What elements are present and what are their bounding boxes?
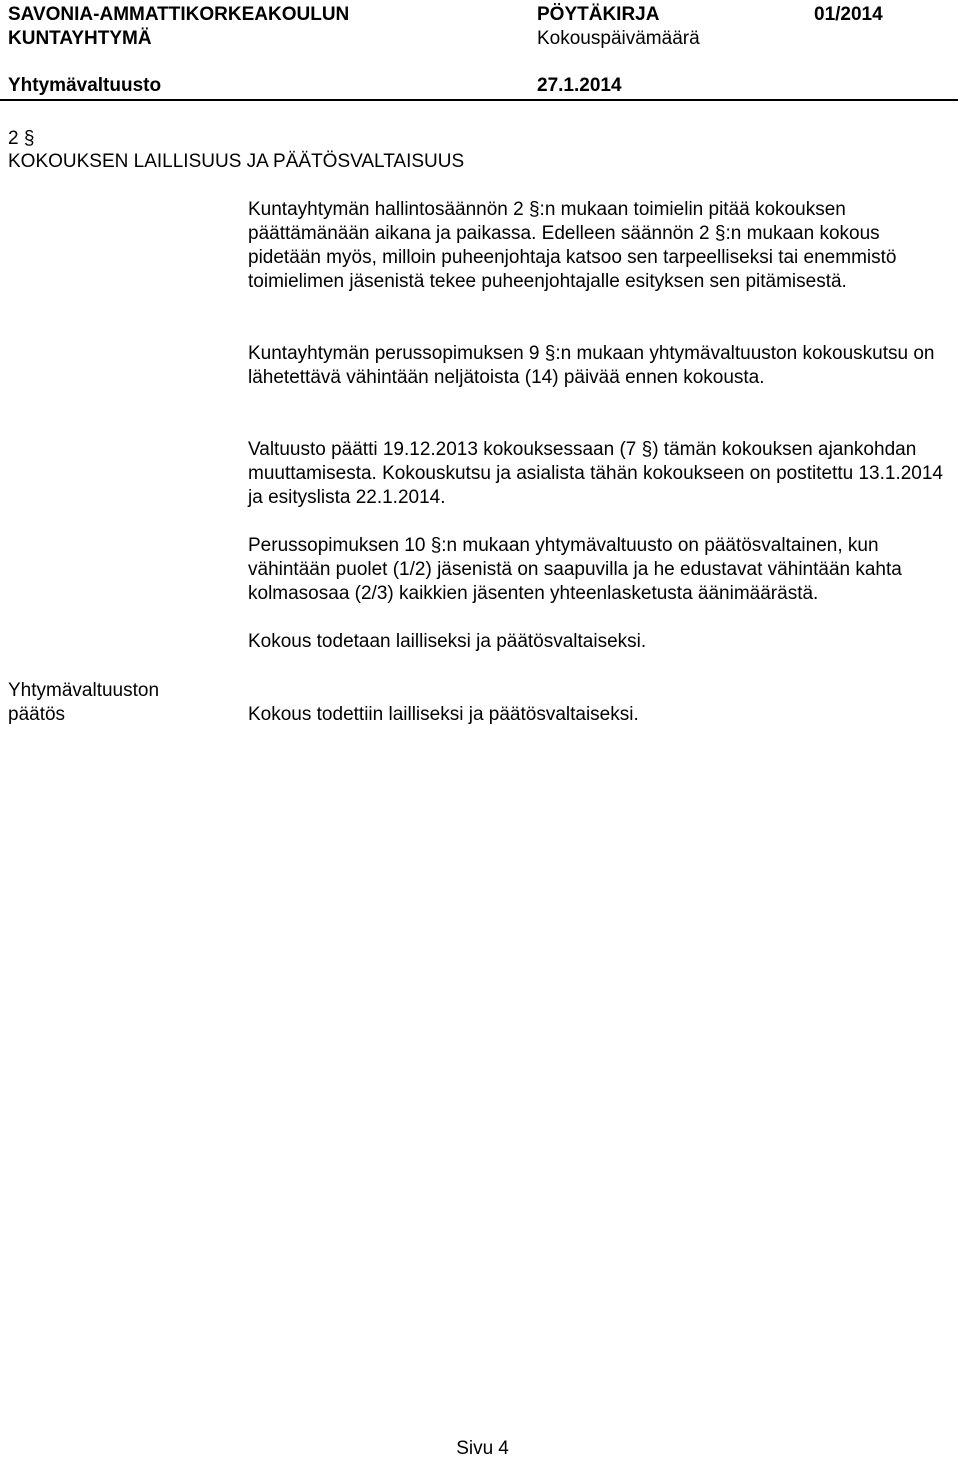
proposal-paragraph [248,630,948,654]
paragraph-text: Kuntayhtymän perussopimuksen 9 §:n mukaan yhtymävaltuuston kokouskutsu on lähetettävä vähintään neljätoista (14) päivää ennen kokousta. [248,343,935,388]
decision-text: Kokous todettiin lailliseksi ja päätösvaltaiseksi. [248,704,639,725]
decision-label [8,679,159,727]
proposal-text: Kokous todetaan lailliseksi ja päätösvaltaiseksi. [248,631,647,652]
section-number: 2 § [8,128,35,149]
paragraph-text: Valtuusto päätti 19.12.2013 kokouksessaan (7 §) tämän kokouksen ajankohdan muuttamisesta. Kokouskutsu ja asialista tähän kokoukseen on postitettu 13.1.2014 ja esityslista 22.1.2014. [248,439,943,508]
page-label: Sivu [456,1438,494,1459]
document-type: PÖYTÄKIRJA [537,4,660,25]
governing-body-name: Yhtymävaltuusto [8,75,162,96]
body-paragraph [248,534,948,606]
body-paragraph [248,438,948,510]
paragraph-text: Kuntayhtymän hallintosäännön 2 §:n mukaan toimielin pitää kokouksen päättämänään aikana ja paikassa. Edelleen säännön 2 §:n mukaan kokous pidetään myös, milloin puheenjohtaja katsoo sen tarpeelliseksi tai enemmistö toimielimen jäsenistä tekee puheenjohtajalle esityksen sen pitämisestä. [248,199,897,292]
document-number: 01/2014 [814,4,883,25]
meeting-date-label: Kokouspäivämäärä [537,28,700,49]
organization-name-line1: SAVONIA-AMMATTIKORKEAKOULUN [8,4,350,25]
body-paragraph [248,342,948,390]
section-title: KOKOUKSEN LAILLISUUS JA PÄÄTÖSVALTAISUUS [8,151,465,172]
body-paragraph [248,198,948,294]
page-footer [0,1438,960,1460]
paragraph-text: Perussopimuksen 10 §:n mukaan yhtymävaltuusto on päätösvaltainen, kun vähintään puolet (1/2) jäsenistä on saapuvilla ja he edustavat vähintään kahta kolmasosaa (2/3) kaikkien jäsenten yhteenlasketusta äänimäärästä. [248,535,902,604]
header-divider [0,99,958,101]
organization-name-line2: KUNTAYHTYMÄ [8,28,152,49]
decision-paragraph [248,703,948,727]
document-header [0,0,960,101]
meeting-date: 27.1.2014 [537,75,622,96]
page-number: 4 [498,1438,509,1459]
decision-label-line2: päätös [8,704,66,725]
decision-label-line1: Yhtymävaltuuston [8,680,160,701]
